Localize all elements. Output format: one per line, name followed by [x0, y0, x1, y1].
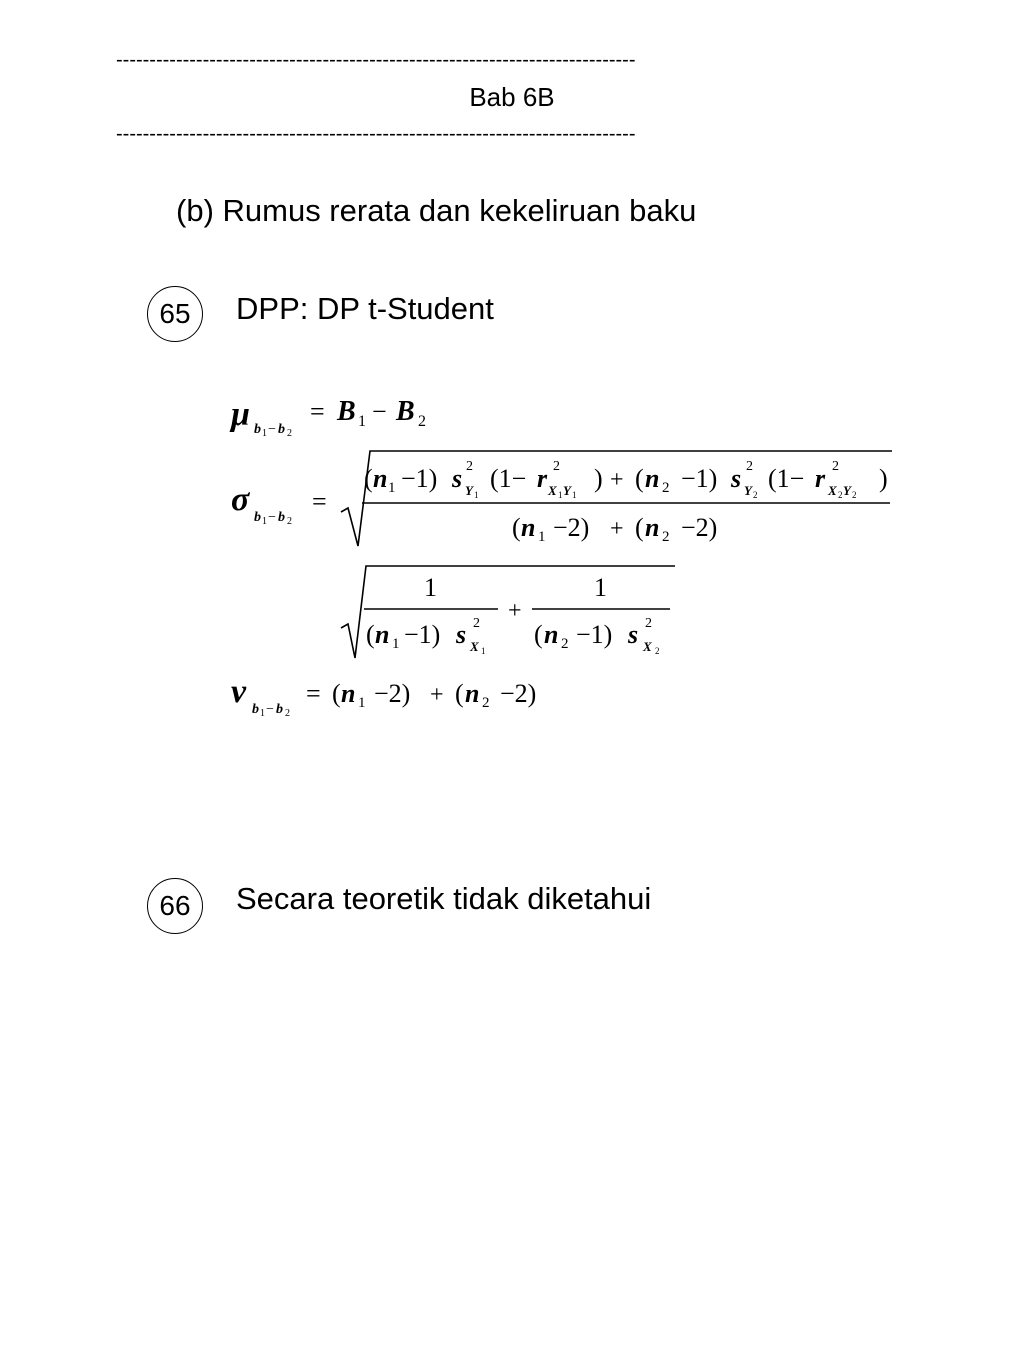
formula-mean [229, 396, 426, 439]
svg-text:2: 2 [553, 459, 560, 474]
svg-text:2: 2 [753, 490, 758, 500]
formula-sigma [231, 451, 892, 546]
svg-text:2: 2 [287, 428, 292, 439]
svg-text:2: 2 [838, 490, 843, 500]
svg-text:ν: ν [231, 673, 247, 710]
svg-text:2: 2 [662, 480, 670, 496]
svg-text:−2): −2) [374, 679, 411, 708]
svg-text:Y: Y [744, 483, 752, 498]
svg-text:n: n [341, 679, 356, 708]
svg-text:r: r [815, 464, 826, 493]
svg-text:Y: Y [465, 483, 473, 498]
svg-text:(: ( [635, 464, 644, 493]
svg-text:b: b [278, 422, 285, 437]
top-divider: ------------------------------------------------------------------------------ [116, 50, 636, 70]
svg-text:2: 2 [655, 646, 660, 656]
svg-text:Y: Y [563, 483, 571, 498]
chapter-title: Bab 6B [469, 82, 555, 112]
svg-text:(1−: (1− [768, 464, 805, 493]
svg-text:1: 1 [388, 480, 396, 496]
svg-text:n: n [645, 513, 660, 542]
svg-text:−: − [268, 510, 276, 525]
svg-text:(1−: (1− [490, 464, 527, 493]
svg-text:(: ( [364, 464, 373, 493]
svg-text:n: n [645, 464, 660, 493]
section-title: (b) Rumus rerata dan kekeliruan baku [176, 193, 697, 228]
item-number-badge [147, 878, 203, 934]
svg-text:n: n [375, 620, 390, 649]
svg-text:−2): −2) [681, 513, 718, 542]
item-number: 65 [159, 298, 191, 329]
svg-text:2: 2 [473, 616, 480, 631]
bottom-divider: ------------------------------------------------------------------------------ [116, 124, 636, 144]
svg-text:1: 1 [481, 646, 486, 656]
svg-text:1: 1 [594, 573, 607, 602]
svg-text:1: 1 [358, 695, 366, 711]
svg-text:−: − [266, 702, 274, 717]
item-text: Secara teoretik tidak diketahui [236, 881, 652, 916]
svg-text:n: n [373, 464, 388, 493]
svg-text:b: b [254, 422, 261, 437]
svg-text:σ: σ [231, 481, 250, 518]
svg-text:s: s [456, 620, 467, 649]
svg-text:+: + [508, 598, 522, 624]
svg-text:n: n [465, 679, 480, 708]
svg-text:2: 2 [287, 516, 292, 527]
svg-text:−: − [372, 397, 387, 426]
svg-text:−1): −1) [681, 464, 718, 493]
svg-text:1: 1 [262, 428, 267, 439]
svg-text:X: X [548, 483, 557, 498]
svg-text:n: n [544, 620, 559, 649]
svg-text:X: X [643, 639, 652, 654]
svg-text:1: 1 [558, 490, 563, 500]
svg-text:2: 2 [832, 459, 839, 474]
svg-text:−1): −1) [401, 464, 438, 493]
svg-text:μ: μ [231, 396, 250, 433]
svg-text:2: 2 [285, 708, 290, 719]
svg-text:(: ( [635, 513, 644, 542]
svg-text:2: 2 [662, 529, 670, 545]
svg-text:b: b [278, 510, 285, 525]
formula-sigma-factor [341, 566, 675, 658]
item-number: 66 [159, 890, 191, 921]
svg-text:−2): −2) [500, 679, 537, 708]
svg-text:−: − [268, 422, 276, 437]
svg-text:=: = [312, 487, 327, 516]
svg-text:2: 2 [466, 459, 473, 474]
svg-text:2: 2 [645, 616, 652, 631]
svg-text:1: 1 [538, 529, 546, 545]
svg-text:): ) [594, 464, 603, 493]
svg-text:1: 1 [358, 413, 366, 430]
svg-text:b: b [252, 702, 259, 717]
svg-text:2: 2 [482, 695, 490, 711]
svg-text:=: = [310, 397, 325, 426]
svg-text:b: b [254, 510, 261, 525]
svg-text:b: b [276, 702, 283, 717]
svg-text:1: 1 [474, 490, 479, 500]
svg-text:(: ( [366, 620, 375, 649]
svg-text:s: s [628, 620, 639, 649]
item-text: DPP: DP t-Student [236, 291, 494, 326]
svg-text:+: + [610, 467, 624, 493]
svg-text:Y: Y [843, 483, 851, 498]
svg-text:2: 2 [561, 636, 569, 652]
svg-text:2: 2 [418, 413, 426, 430]
svg-text:=: = [306, 679, 321, 708]
formula-df [231, 673, 536, 719]
svg-text:n: n [521, 513, 536, 542]
svg-text:B: B [337, 396, 356, 427]
svg-text:1: 1 [572, 490, 577, 500]
svg-text:+: + [430, 682, 444, 708]
svg-text:): ) [879, 464, 888, 493]
svg-text:1: 1 [260, 708, 265, 719]
svg-text:+: + [610, 516, 624, 542]
svg-text:1: 1 [424, 573, 437, 602]
svg-text:2: 2 [852, 490, 857, 500]
svg-text:X: X [470, 639, 479, 654]
svg-text:(: ( [534, 620, 543, 649]
svg-text:−2): −2) [553, 513, 590, 542]
svg-text:s: s [731, 464, 742, 493]
svg-text:1: 1 [392, 636, 400, 652]
svg-text:−1): −1) [576, 620, 613, 649]
svg-text:(: ( [332, 679, 341, 708]
svg-text:−1): −1) [404, 620, 441, 649]
svg-text:(: ( [512, 513, 521, 542]
svg-text:2: 2 [746, 459, 753, 474]
svg-text:B: B [396, 396, 415, 427]
svg-text:1: 1 [262, 516, 267, 527]
svg-text:s: s [452, 464, 463, 493]
svg-text:(: ( [455, 679, 464, 708]
svg-text:r: r [537, 464, 548, 493]
svg-text:X: X [828, 483, 837, 498]
